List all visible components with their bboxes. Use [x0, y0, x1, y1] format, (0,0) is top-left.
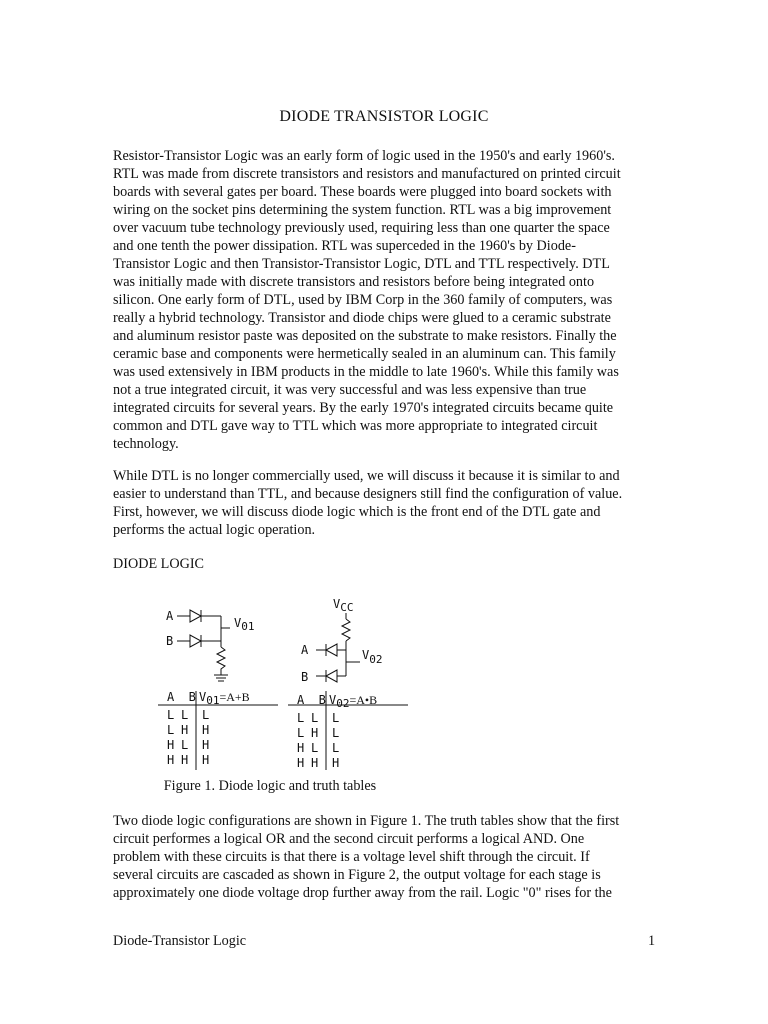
text-line: was initially made with discrete transistors and resistors before being integrated onto [113, 274, 595, 290]
text-line: was used extensively in IBM products in the middle to late 1960's. While this family was [113, 364, 619, 380]
text-line: While DTL is no longer commercially used, we will discuss it because it is similar to and [113, 468, 620, 484]
truth-table-cell: H [311, 756, 319, 770]
text-line: over vacuum tube technology previously used, requiring less than one quarter the space [113, 220, 610, 236]
text-line: and aluminum resistor paste was deposited on the substrate to make resistors. Finally the [113, 328, 617, 344]
text-line: easier to understand than TTL, and because designers still find the configuration of value. [113, 486, 623, 502]
and-supply-label: VCC [333, 597, 354, 614]
truth-table-cell: H [297, 756, 305, 770]
footer-title: Diode-Transistor Logic [113, 933, 247, 949]
text-line: Resistor-Transistor Logic was an early form of logic used in the 1950's and early 1960's. [113, 148, 615, 164]
or-output-label: V01 [234, 616, 255, 633]
text-line: wiring on the socket pins determining the system function. RTL was a big improvement [113, 202, 612, 218]
text-line: circuit performes a logical OR and the second circuit performs a logical AND. One [113, 831, 585, 847]
and-input-b-label: B [301, 670, 309, 684]
text-line: several circuits are cascaded as shown in Figure 2, the output voltage for each stage is [113, 867, 601, 883]
truth-table-cell: L [167, 723, 175, 737]
truth-table-cell: H [181, 753, 189, 767]
text-line: really a hybrid technology. Transistor and diode chips were glued to a ceramic substrate [113, 310, 611, 326]
truth-table-cell: L [202, 708, 210, 722]
document-title: DIODE TRANSISTOR LOGIC [279, 108, 489, 125]
text-line: integrated circuits for several years. By the early 1970's integrated circuits became quite [113, 400, 614, 416]
truth-table-cell: L [332, 726, 340, 740]
truth-table-cell: H [202, 753, 210, 767]
truth-table-cell: L [181, 738, 189, 752]
text-line: silicon. One early form of DTL, used by IBM Corp in the 360 family of computers, was [113, 292, 613, 308]
section-heading-diode-logic: DIODE LOGIC [113, 556, 205, 572]
figure-diode-logic [150, 595, 410, 775]
or-input-a-label: A [166, 609, 174, 623]
truth-table-cell: H [202, 738, 210, 752]
truth-table-cell: H [167, 738, 175, 752]
truth-table-cell: H [202, 723, 210, 737]
truth-table-cell: L [181, 708, 189, 722]
and-input-a-label: A [301, 643, 309, 657]
and-truth-header-output: V02=A•B [329, 693, 378, 710]
text-line: not a true integrated circuit, it was very successful and was less expensive than true [113, 382, 587, 398]
figure-caption: Figure 1. Diode logic and truth tables [163, 778, 377, 794]
truth-table-cell: H [311, 726, 319, 740]
text-line: ceramic base and components were hermetically sealed in an aluminum can. This family [113, 346, 616, 362]
page-number: 1 [648, 933, 656, 949]
text-line: RTL was made from discrete transistors and resistors and manufactured on printed circuit [113, 166, 621, 182]
text-line: technology. [113, 436, 179, 452]
and-truth-header-inputs: A B [297, 693, 326, 707]
truth-table-cell: H [297, 741, 305, 755]
text-line: problem with these circuits is that there is a voltage level shift through the circuit. If [113, 849, 590, 865]
or-truth-header-output: V01=A+B [199, 690, 250, 707]
text-line: boards with several gates per board. These boards were plugged into board sockets with [113, 184, 612, 200]
truth-table-cell: L [332, 741, 340, 755]
or-truth-header-inputs: A B [167, 690, 196, 704]
text-line: common and DTL gave way to TTL which was more appropriate to integrated circuit [113, 418, 598, 434]
figure-explanation-paragraph [113, 812, 658, 902]
diode-logic-schematic [150, 595, 410, 775]
and-output-label: V02 [362, 648, 383, 666]
intro-paragraph [113, 147, 658, 453]
truth-table-cell: L [297, 726, 305, 740]
text-line: Two diode logic configurations are shown in Figure 1. The truth tables show that the first [113, 813, 620, 829]
truth-table-cell: L [167, 708, 175, 722]
text-line: performs the actual logic operation. [113, 522, 316, 538]
or-input-b-label: B [166, 634, 174, 648]
truth-table-cell: L [311, 741, 319, 755]
text-line: Transistor Logic and then Transistor-Transistor Logic, DTL and TTL respectively. DTL [113, 256, 610, 272]
truth-table-cell: H [167, 753, 175, 767]
text-line: and one tenth the power dissipation. RTL was superceded in the 1960's by Diode- [113, 238, 576, 254]
text-line: approximately one diode voltage drop further away from the rail. Logic "0" rises for the [113, 885, 612, 901]
text-line: First, however, we will discuss diode logic which is the front end of the DTL gate and [113, 504, 601, 520]
truth-table-cell: L [311, 711, 319, 725]
and-truth-table-rows [297, 711, 339, 770]
truth-table-cell: H [332, 756, 340, 770]
truth-table-cell: L [297, 711, 305, 725]
or-truth-table-rows [167, 708, 209, 767]
truth-table-cell: L [332, 711, 340, 725]
truth-table-cell: H [181, 723, 189, 737]
dtl-discussion-paragraph [113, 467, 658, 539]
